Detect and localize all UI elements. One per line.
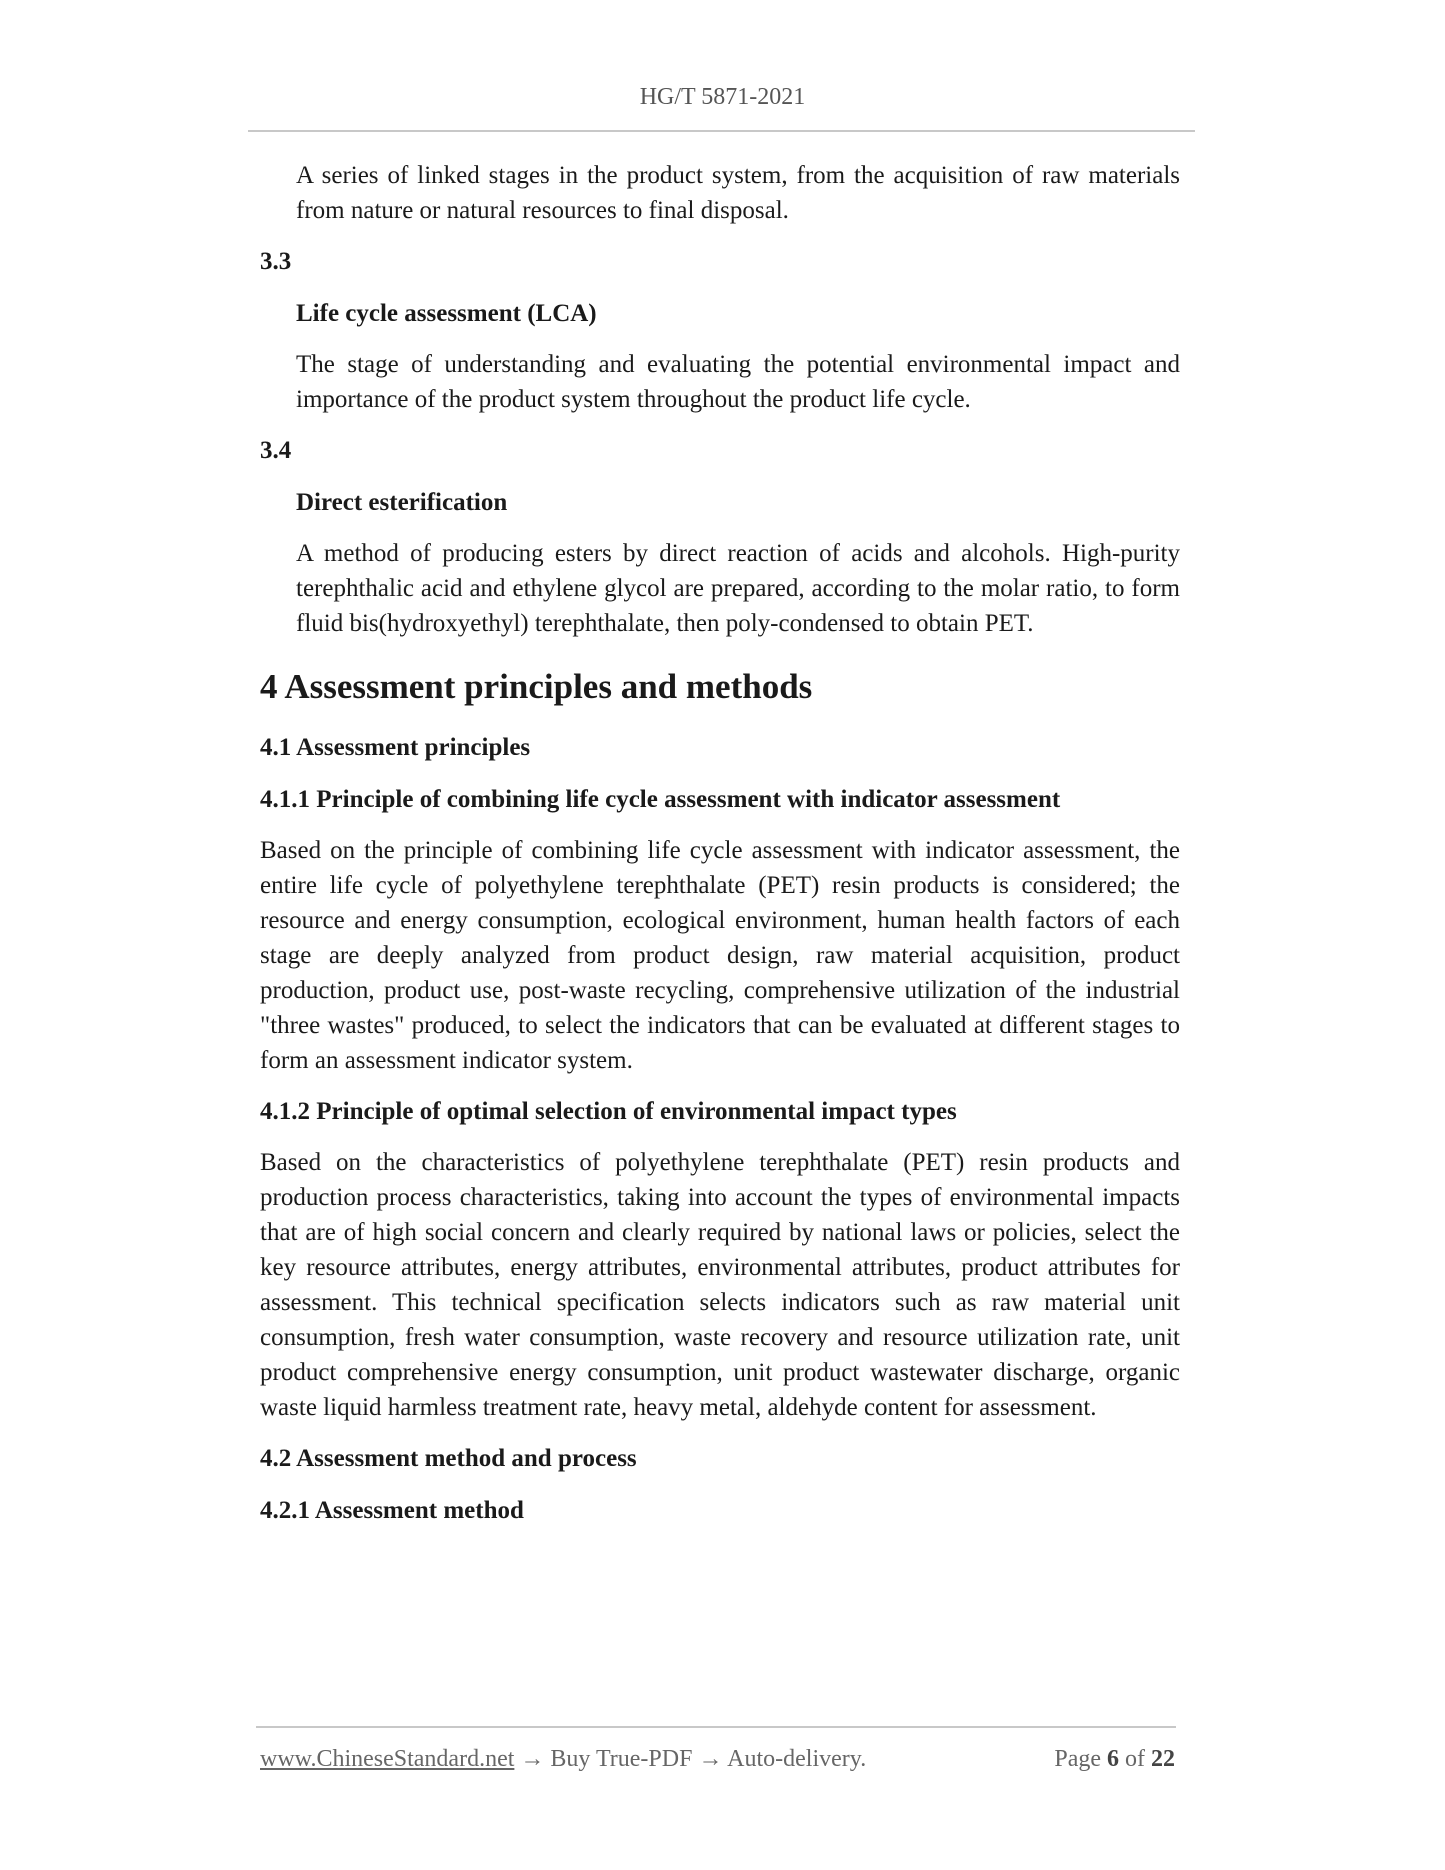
term-number-3-4: 3.4 bbox=[260, 437, 292, 464]
section-4-1-2-heading: 4.1.2 Principle of optimal selection of environmental impact types bbox=[260, 1098, 957, 1125]
chinesestandard-link[interactable]: www.ChineseStandard.net bbox=[260, 1746, 515, 1772]
term-title-direct-esterification: Direct esterification bbox=[296, 489, 508, 516]
section-4-2-heading: 4.2 Assessment method and process bbox=[260, 1445, 637, 1472]
page-of-label: of bbox=[1125, 1746, 1145, 1772]
section-4-1-1-text: Based on the principle of combining life cycle assessment with indicator assessment, the entire life cycle of polyethylene terephthalate (PET) resin products is considered; the resource and energy consumption, ecological environment, human health factors of each stage are deeply analyzed from product design, raw material acquisition, product production, product use, post-waste recycling, comprehensive utilization of the industrial "three wastes" produced, to select the indicators that can be evaluated at different stages to form an assessment indicator system. bbox=[260, 837, 1180, 1074]
document-header-title: HG/T 5871-2021 bbox=[639, 84, 806, 110]
section-4-1-heading: 4.1 Assessment principles bbox=[260, 734, 531, 761]
definition-3-4-text: A method of producing esters by direct reaction of acids and alcohols. High-purity terephthalic acid and ethylene glycol are prepared, according to the molar ratio, to form fluid bis(hydroxyethyl) terephthalate, then poly-condensed to obtain PET. bbox=[296, 540, 1180, 637]
term-title-lca: Life cycle assessment (LCA) bbox=[296, 300, 597, 327]
arrow-right-icon: → bbox=[698, 1746, 723, 1772]
page-current: 6 bbox=[1107, 1746, 1119, 1772]
section-4-1-2-text: Based on the characteristics of polyethylene terephthalate (PET) resin products and production process characteristics, taking into account the types of environmental impacts that are of high social concern and clearly required by national laws or policies, select the key resource attributes, energy attributes, environmental attributes, product attributes for assessment. This technical specification selects indicators such as raw material unit consumption, fresh water consumption, waste recovery and resource utilization rate, unit product comprehensive energy consumption, unit product wastewater discharge, organic waste liquid harmless treatment rate, heavy metal, aldehyde content for assessment. bbox=[260, 1149, 1180, 1421]
page-total: 22 bbox=[1151, 1746, 1175, 1772]
section-4-2-1-heading: 4.2.1 Assessment method bbox=[260, 1497, 524, 1524]
footer-promo bbox=[260, 1746, 866, 1773]
document-body bbox=[260, 158, 1180, 1528]
term-number-3-3: 3.3 bbox=[260, 248, 292, 275]
section-4-heading: 4 Assessment principles and methods bbox=[260, 667, 813, 706]
auto-delivery-text: Auto-delivery. bbox=[727, 1746, 867, 1772]
page-number bbox=[1054, 1746, 1175, 1773]
section-4-1-1-heading: 4.1.1 Principle of combining life cycle assessment with indicator assessment bbox=[260, 786, 1061, 813]
header-divider bbox=[248, 130, 1195, 132]
arrow-right-icon: → bbox=[520, 1746, 545, 1772]
buy-true-pdf-text: Buy True-PDF bbox=[550, 1746, 693, 1772]
definition-3-2-text: A series of linked stages in the product system, from the acquisition of raw materials from nature or natural resources to final disposal. bbox=[296, 162, 1180, 224]
definition-3-3-text: The stage of understanding and evaluating the potential environmental impact and importance of the product system throughout the product life cycle. bbox=[296, 351, 1180, 413]
footer-divider bbox=[256, 1726, 1176, 1728]
page-label: Page bbox=[1054, 1746, 1101, 1772]
